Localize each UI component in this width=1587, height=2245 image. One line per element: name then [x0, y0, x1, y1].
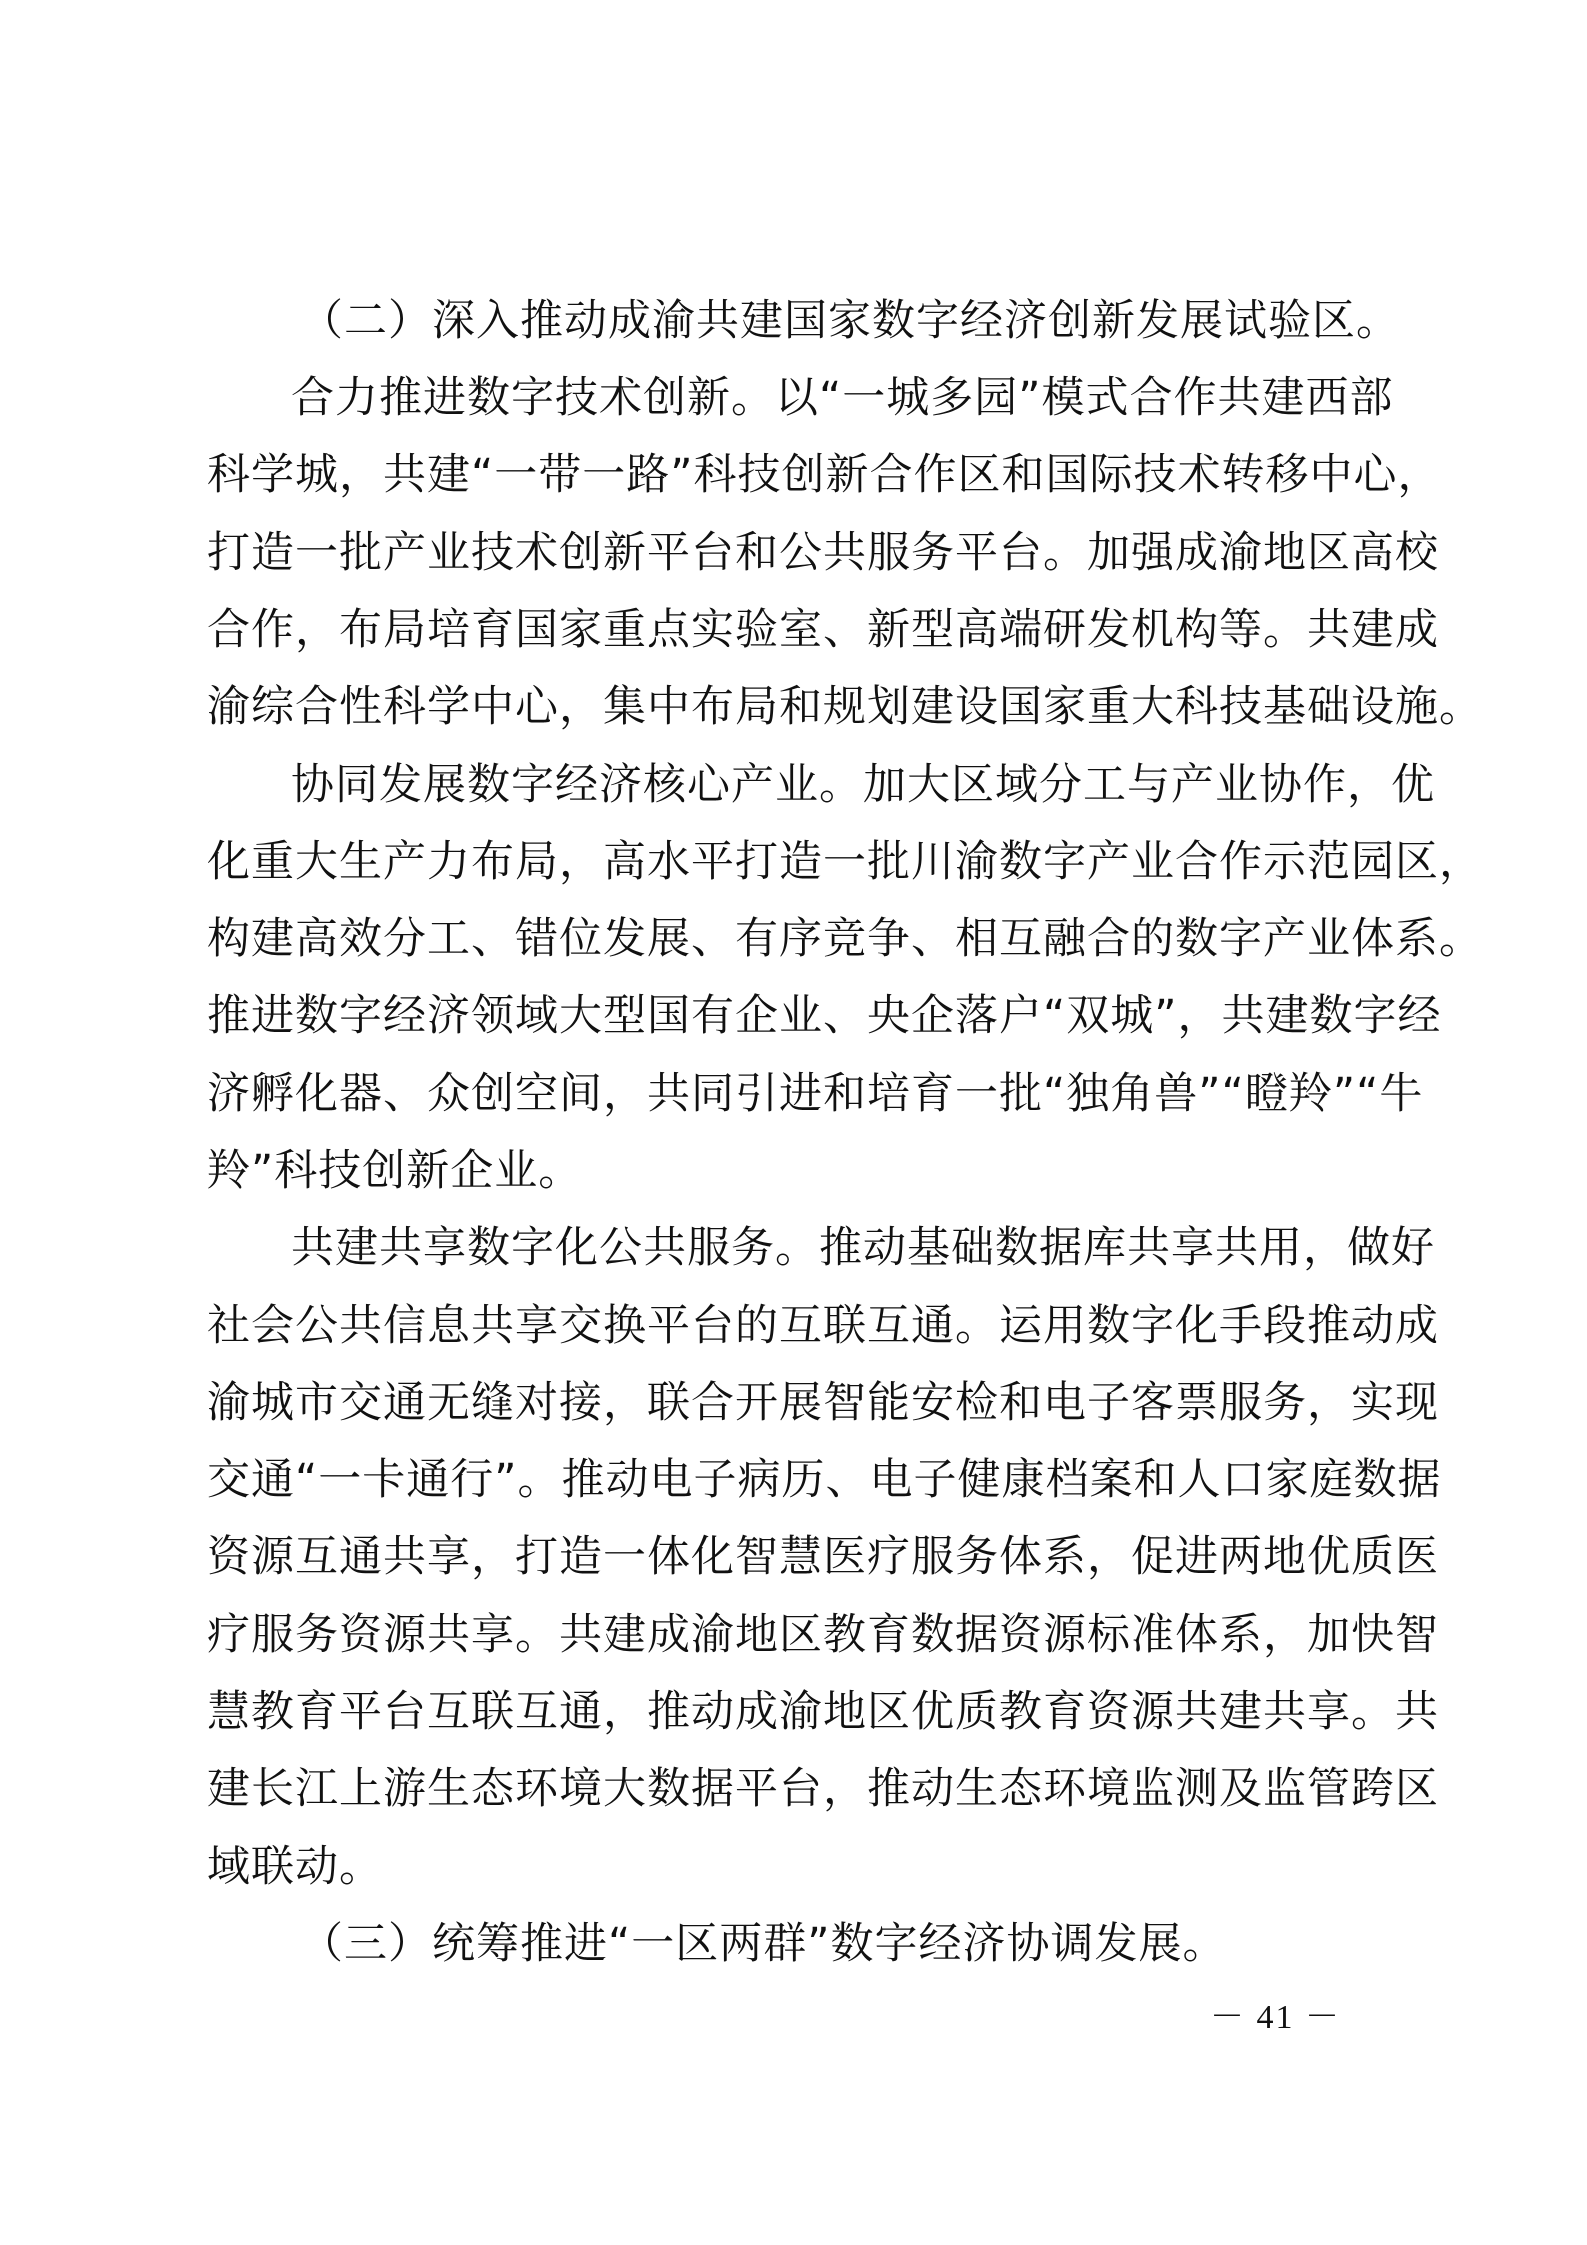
paragraph-line: 交通“一卡通行”。推动电子病历、电子健康档案和人口家庭数据	[207, 1455, 1442, 1505]
paragraph-line: 化重大生产力布局，高水平打造一批川渝数字产业合作示范园区，	[207, 837, 1483, 887]
paragraph-line: 构建高效分工、错位发展、有序竞争、相互融合的数字产业体系。	[207, 914, 1483, 964]
paragraph-line: 合力推进数字技术创新。以“一城多园”模式合作共建西部	[291, 373, 1394, 423]
paragraph-line: 推进数字经济领域大型国有企业、央企落户“双城”，共建数字经	[207, 991, 1442, 1041]
page-number: － 41 －	[1210, 1999, 1341, 2036]
paragraph-line: 资源互通共享，打造一体化智慧医疗服务体系，促进两地优质医	[207, 1532, 1439, 1582]
paragraph-line: 济孵化器、众创空间，共同引进和培育一批“独角兽”“瞪羚”“牛	[207, 1069, 1424, 1119]
section-heading-3: （三）统筹推进“一区两群”数字经济协调发展。	[300, 1919, 1227, 1969]
paragraph-line: 合作，布局培育国家重点实验室、新型高端研发机构等。共建成	[207, 605, 1439, 655]
paragraph-line: 社会公共信息共享交换平台的互联互通。运用数字化手段推动成	[207, 1301, 1439, 1351]
paragraph-line: 渝城市交通无缝对接，联合开展智能安检和电子客票服务，实现	[207, 1378, 1439, 1428]
paragraph-line: 域联动。	[207, 1842, 383, 1892]
paragraph-line: 协同发展数字经济核心产业。加大区域分工与产业协作，优	[291, 760, 1435, 810]
paragraph-line: 建长江上游生态环境大数据平台，推动生态环境监测及监管跨区	[207, 1764, 1439, 1814]
paragraph-line: 慧教育平台互联互通，推动成渝地区优质教育资源共建共享。共	[207, 1687, 1439, 1737]
paragraph-line: 羚”科技创新企业。	[207, 1146, 583, 1196]
paragraph-line: 渝综合性科学中心，集中布局和规划建设国家重大科技基础设施。	[207, 682, 1483, 732]
paragraph-line: 打造一批产业技术创新平台和公共服务平台。加强成渝地区高校	[207, 528, 1439, 578]
paragraph-line: 共建共享数字化公共服务。推动基础数据库共享共用，做好	[291, 1223, 1435, 1273]
paragraph-line: 科学城，共建“一带一路”科技创新合作区和国际技术转移中心，	[207, 450, 1442, 500]
section-heading-2: （二）深入推动成渝共建国家数字经济创新发展试验区。	[300, 296, 1400, 346]
paragraph-line: 疗服务资源共享。共建成渝地区教育数据资源标准体系，加快智	[207, 1610, 1439, 1660]
